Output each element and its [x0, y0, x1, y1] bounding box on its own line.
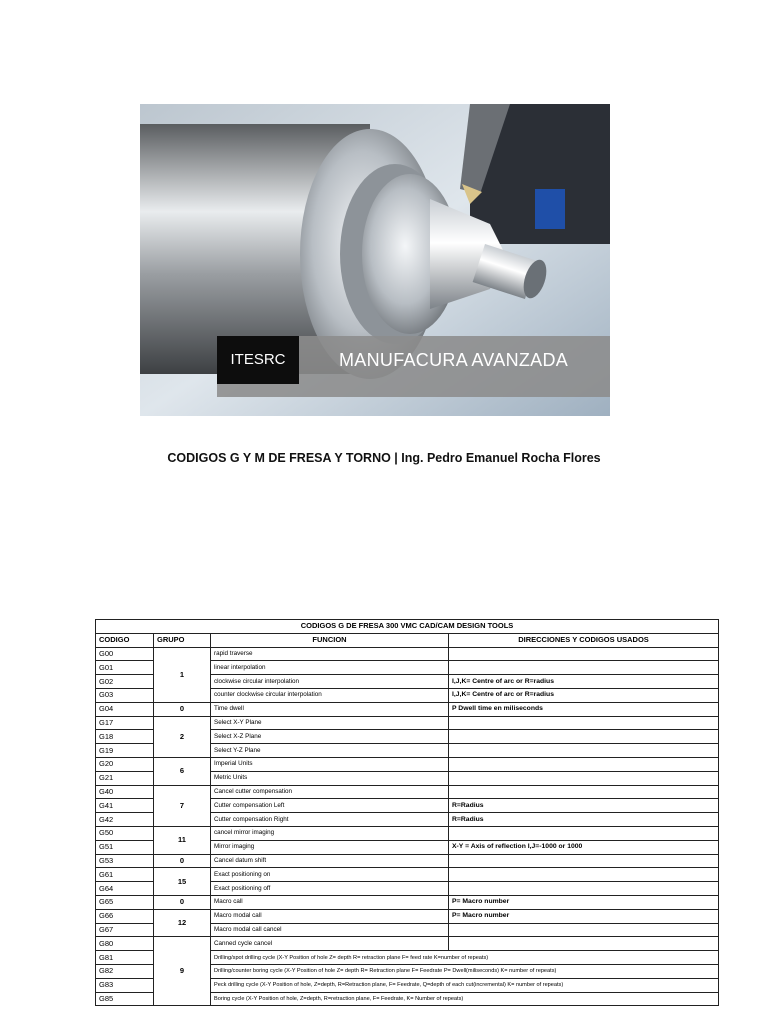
cell-codigo: G81	[96, 951, 154, 965]
cell-codigo: G02	[96, 675, 154, 689]
cell-direcciones: I,J,K= Centre of arc or R=radius	[449, 675, 719, 689]
document-header: CODIGOS G Y M DE FRESA Y TORNO | Ing. Pedro Emanuel Rocha Flores	[167, 451, 601, 465]
table-title-row	[96, 620, 719, 634]
cell-grupo: 12	[154, 909, 211, 937]
table-header-row	[96, 633, 719, 647]
cell-direcciones: X-Y = Axis of reflection I,J=-1000 or 1000	[449, 840, 719, 854]
cell-funcion: Cutter compensation Right	[211, 813, 449, 827]
cell-funcion: Peck drilling cycle (X-Y Position of hole, Z=depth, R=Retraction plane, F= Feedrate, Q=depth of each cut(incremental) K= number of repeats)	[211, 978, 719, 992]
cell-direcciones: P= Macro number	[449, 895, 719, 909]
cell-codigo: G65	[96, 895, 154, 909]
cell-direcciones	[449, 730, 719, 744]
cell-codigo: G18	[96, 730, 154, 744]
table-row	[96, 868, 719, 882]
cell-funcion: Cutter compensation Left	[211, 799, 449, 813]
cell-codigo: G01	[96, 661, 154, 675]
table-row	[96, 716, 719, 730]
cell-codigo: G50	[96, 826, 154, 840]
cell-funcion: Drilling/counter boring cycle (X-Y Position of hole Z= depth R= Retraction plane F= Feedrate P= Dwell(miliseconds) K= number of repeats)	[211, 964, 719, 978]
cell-codigo: G82	[96, 964, 154, 978]
cell-funcion: Time dwell	[211, 702, 449, 716]
cell-funcion: clockwise circular interpolation	[211, 675, 449, 689]
cell-funcion: Drilling/spot drilling cycle (X-Y Position of hole Z= depth R= retraction plane F= feed rate K=number of repeats)	[211, 951, 719, 965]
cell-grupo: 0	[154, 854, 211, 868]
cell-codigo: G66	[96, 909, 154, 923]
cell-grupo: 0	[154, 702, 211, 716]
cell-direcciones	[449, 757, 719, 771]
cell-funcion: rapid traverse	[211, 647, 449, 661]
cell-funcion: linear interpolation	[211, 661, 449, 675]
table-row	[96, 647, 719, 661]
cell-funcion: Exact positioning off	[211, 882, 449, 896]
column-header-funcion: FUNCION	[211, 633, 449, 647]
cell-direcciones	[449, 771, 719, 785]
cell-funcion: Canned cycle cancel	[211, 937, 449, 951]
cell-funcion: Select X-Z Plane	[211, 730, 449, 744]
column-header-direcciones: DIRECCIONES Y CODIGOS USADOS	[449, 633, 719, 647]
table-row	[96, 785, 719, 799]
cell-direcciones: R=Radius	[449, 813, 719, 827]
cell-funcion: counter clockwise circular interpolation	[211, 688, 449, 702]
cell-grupo: 6	[154, 757, 211, 785]
cell-codigo: G20	[96, 757, 154, 771]
cell-codigo: G64	[96, 882, 154, 896]
cell-codigo: G53	[96, 854, 154, 868]
table-row	[96, 909, 719, 923]
cell-direcciones	[449, 785, 719, 799]
g-codes-table	[95, 619, 719, 1006]
cell-direcciones	[449, 882, 719, 896]
cell-direcciones: I,J,K= Centre of arc or R=radius	[449, 688, 719, 702]
cell-codigo: G19	[96, 744, 154, 758]
table-row	[96, 854, 719, 868]
cell-direcciones	[449, 661, 719, 675]
cell-codigo: G41	[96, 799, 154, 813]
cell-direcciones	[449, 826, 719, 840]
cell-grupo: 15	[154, 868, 211, 896]
cell-funcion: Select X-Y Plane	[211, 716, 449, 730]
cell-funcion: cancel mirror imaging	[211, 826, 449, 840]
table-row	[96, 826, 719, 840]
cell-funcion: Macro call	[211, 895, 449, 909]
cell-grupo: 11	[154, 826, 211, 854]
cell-grupo: 1	[154, 647, 211, 702]
cell-codigo: G17	[96, 716, 154, 730]
cell-direcciones	[449, 716, 719, 730]
cell-direcciones	[449, 868, 719, 882]
cell-grupo: 9	[154, 937, 211, 1006]
itesrc-logo: ITESRC	[217, 336, 299, 384]
cell-codigo: G40	[96, 785, 154, 799]
cell-direcciones	[449, 647, 719, 661]
cell-funcion: Metric Units	[211, 771, 449, 785]
column-header-grupo: GRUPO	[154, 633, 211, 647]
cover-image	[140, 104, 610, 416]
table-row	[96, 757, 719, 771]
cell-direcciones: P Dwell time en miliseconds	[449, 702, 719, 716]
cell-funcion: Exact positioning on	[211, 868, 449, 882]
cell-funcion: Cancel datum shift	[211, 854, 449, 868]
column-header-codigo: CODIGO	[96, 633, 154, 647]
cell-direcciones: P= Macro number	[449, 909, 719, 923]
cell-codigo: G51	[96, 840, 154, 854]
cell-funcion: Cancel cutter compensation	[211, 785, 449, 799]
cell-codigo: G00	[96, 647, 154, 661]
cell-codigo: G04	[96, 702, 154, 716]
cell-codigo: G61	[96, 868, 154, 882]
cell-codigo: G03	[96, 688, 154, 702]
cell-codigo: G21	[96, 771, 154, 785]
cell-direcciones	[449, 937, 719, 951]
cover-title: MANUFACURA AVANZADA	[339, 350, 569, 370]
cell-funcion: Macro modal call	[211, 909, 449, 923]
table-row	[96, 895, 719, 909]
cell-codigo: G83	[96, 978, 154, 992]
cell-codigo: G67	[96, 923, 154, 937]
table-title: CODIGOS G DE FRESA 300 VMC CAD/CAM DESIGN TOOLS	[96, 620, 719, 634]
cell-direcciones	[449, 744, 719, 758]
cell-codigo: G85	[96, 992, 154, 1006]
cell-funcion: Boring cycle (X-Y Position of hole, Z=depth, R=retraction plane, F= Feedrate, K= Number of repeats)	[211, 992, 719, 1006]
cell-direcciones: R=Radius	[449, 799, 719, 813]
cell-funcion: Mirror imaging	[211, 840, 449, 854]
cell-codigo: G80	[96, 937, 154, 951]
cell-direcciones	[449, 923, 719, 937]
cell-grupo: 2	[154, 716, 211, 757]
cell-funcion: Select Y-Z Plane	[211, 744, 449, 758]
cell-grupo: 7	[154, 785, 211, 826]
cell-codigo: G42	[96, 813, 154, 827]
cell-funcion: Imperial Units	[211, 757, 449, 771]
table-row	[96, 702, 719, 716]
table-row	[96, 937, 719, 951]
cell-funcion: Macro modal call cancel	[211, 923, 449, 937]
cover-banner	[217, 336, 610, 397]
cell-direcciones	[449, 854, 719, 868]
cell-grupo: 0	[154, 895, 211, 909]
